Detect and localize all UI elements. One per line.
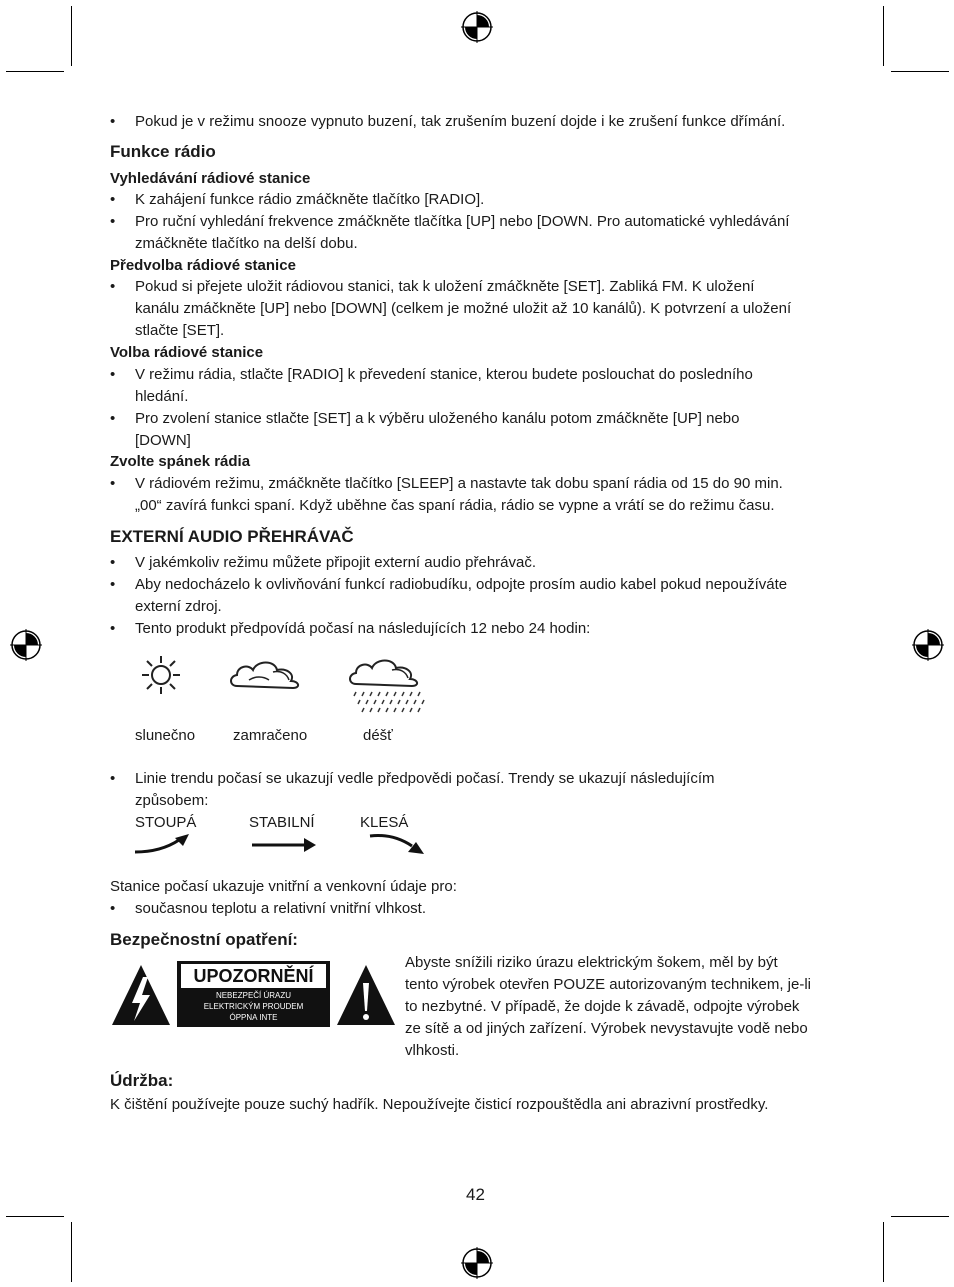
page-number: 42 bbox=[466, 1185, 485, 1204]
trend-text-2: způsobem: bbox=[135, 792, 209, 809]
bullet: • bbox=[110, 576, 116, 593]
preset-text-1: Pokud si přejete uložit rádiovou stanici, tak k uložení zmáčkněte [SET]. Zabliká FM. K uložení bbox=[135, 278, 755, 295]
sunny-label: slunečno bbox=[135, 727, 196, 744]
lightning-warning-icon bbox=[110, 963, 172, 1027]
crop-mark bbox=[891, 1216, 949, 1217]
registration-mark-icon bbox=[461, 11, 493, 43]
sleep-text-1: V rádiovém režimu, zmáčkněte tlačítko [SLEEP] a nastavte tak dobu spaní rádia od 15 do 90 min. bbox=[135, 475, 783, 492]
safety-text-5: vlhkosti. bbox=[405, 1042, 460, 1059]
registration-mark-icon bbox=[912, 629, 944, 661]
bullet: • bbox=[110, 213, 116, 230]
audio-text-1: V jakémkoliv režimu můžete připojit externí audio přehrávač. bbox=[135, 554, 537, 571]
search-text-1: K zahájení funkce rádio zmáčkněte tlačítko [RADIO]. bbox=[135, 191, 485, 208]
audio-heading: EXTERNÍ AUDIO PŘEHRÁVAČ bbox=[110, 527, 354, 546]
trend-text-1: Linie trendu počasí se ukazují vedle předpovědi počasí. Trendy se ukazují následujícím bbox=[135, 770, 715, 787]
select-heading: Volba rádiové stanice bbox=[110, 344, 264, 361]
crop-mark bbox=[71, 1222, 72, 1282]
arrow-right-icon bbox=[250, 836, 318, 854]
crop-mark bbox=[71, 6, 72, 66]
select-text-2: Pro zvolení stanice stlačte [SET] a k výběru uloženého kanálu potom zmáčkněte [UP] nebo bbox=[135, 410, 740, 427]
warning-title: UPOZORNĚNÍ bbox=[181, 964, 326, 988]
search-text-2b: zmáčkněte tlačítko na delší dobu. bbox=[135, 235, 358, 252]
station-bullet-text: současnou teplotu a relativní vnitřní vlhkost. bbox=[135, 900, 426, 917]
search-text-2: Pro ruční vyhledání frekvence zmáčkněte tlačítka [UP] nebo [DOWN. Pro automatické vyhledávání bbox=[135, 213, 790, 230]
audio-text-2: Aby nedocházelo k ovlivňování funkcí radiobudíku, odpojte prosím audio kabel pokud nepoužíváte bbox=[135, 576, 788, 593]
crop-mark bbox=[883, 1222, 884, 1282]
bullet: • bbox=[110, 620, 116, 637]
safety-text-4: ze sítě a od jiných zařízení. Výrobek nevystavujte vodě nebo bbox=[405, 1020, 808, 1037]
crop-mark bbox=[6, 1216, 64, 1217]
bullet: • bbox=[110, 113, 116, 130]
arrow-up-right-icon bbox=[133, 832, 191, 856]
cloud-icon bbox=[229, 656, 305, 692]
select-text-1: V režimu rádia, stlačte [RADIO] k převedení stanice, kterou budete poslouchat do posledního bbox=[135, 366, 753, 383]
trend-steady-label: STABILNÍ bbox=[249, 814, 315, 831]
preset-heading: Předvolba rádiové stanice bbox=[110, 257, 296, 274]
bullet: • bbox=[110, 366, 116, 383]
registration-mark-icon bbox=[10, 629, 42, 661]
warning-line-3: ÓPPNA INTE bbox=[229, 1013, 278, 1022]
trend-up-label: STOUPÁ bbox=[135, 814, 197, 831]
sun-icon bbox=[140, 654, 182, 696]
bullet: • bbox=[110, 770, 116, 787]
station-text: Stanice počasí ukazuje vnitřní a venkovní údaje pro: bbox=[110, 878, 457, 895]
safety-text-3: to nezbytné. V případě, že dojde k závadě, odpojte výrobek bbox=[405, 998, 800, 1015]
bullet: • bbox=[110, 410, 116, 427]
warning-line-1: NEBEZPEČÍ ÚRAZU bbox=[215, 991, 292, 1000]
crop-mark bbox=[883, 6, 884, 66]
maintenance-text: K čištění používejte pouze suchý hadřík. Nepoužívejte čisticí rozpouštědla ani abrazivní prostředky. bbox=[110, 1096, 769, 1113]
warning-line-2: ELEKTRICKÝM PROUDEM bbox=[203, 1002, 304, 1011]
sleep-text-2: „00“ zavírá funkci spaní. Když uběhne čas spaní rádia, rádio se vypne a vrátí se do režimu času. bbox=[135, 497, 775, 514]
preset-text-2: kanálu zmáčkněte [UP] nebo [DOWN] (celkem je možné uložit až 10 kanálů). K potvrzení a uložení bbox=[135, 300, 792, 317]
warning-label bbox=[177, 961, 330, 1027]
safety-text-2: tento výrobek otevřen POUZE autorizovaným technikem, je-li bbox=[405, 976, 812, 993]
crop-mark bbox=[891, 71, 949, 72]
sleep-heading: Zvolte spánek rádia bbox=[110, 453, 251, 470]
safety-heading: Bezpečnostní opatření: bbox=[110, 930, 298, 949]
search-heading: Vyhledávání rádiové stanice bbox=[110, 170, 311, 187]
bullet: • bbox=[110, 475, 116, 492]
safety-text-1: Abyste snížili riziko úrazu elektrickým šokem, měl by být bbox=[405, 954, 778, 971]
audio-text-2b: externí zdroj. bbox=[135, 598, 222, 615]
bullet: • bbox=[110, 900, 116, 917]
rain-label: déšť bbox=[363, 727, 393, 744]
select-text-1b: hledání. bbox=[135, 388, 189, 405]
bullet: • bbox=[110, 554, 116, 571]
rain-icon bbox=[348, 656, 428, 718]
arrow-down-right-icon bbox=[368, 830, 426, 856]
radio-heading: Funkce rádio bbox=[110, 142, 216, 161]
exclamation-warning-icon bbox=[335, 963, 397, 1027]
maintenance-heading: Údržba: bbox=[110, 1071, 174, 1090]
intro-text: Pokud je v režimu snooze vypnuto buzení, tak zrušením buzení dojde i ke zrušení funkce dřímání. bbox=[135, 113, 786, 130]
crop-mark bbox=[6, 71, 64, 72]
bullet: • bbox=[110, 191, 116, 208]
cloudy-label: zamračeno bbox=[233, 727, 308, 744]
preset-text-3: stlačte [SET]. bbox=[135, 322, 225, 339]
audio-text-3: Tento produkt předpovídá počasí na následujících 12 nebo 24 hodin: bbox=[135, 620, 591, 637]
registration-mark-icon bbox=[461, 1247, 493, 1279]
select-text-2b: [DOWN] bbox=[135, 432, 191, 449]
bullet: • bbox=[110, 278, 116, 295]
trend-down-label: KLESÁ bbox=[360, 814, 409, 831]
